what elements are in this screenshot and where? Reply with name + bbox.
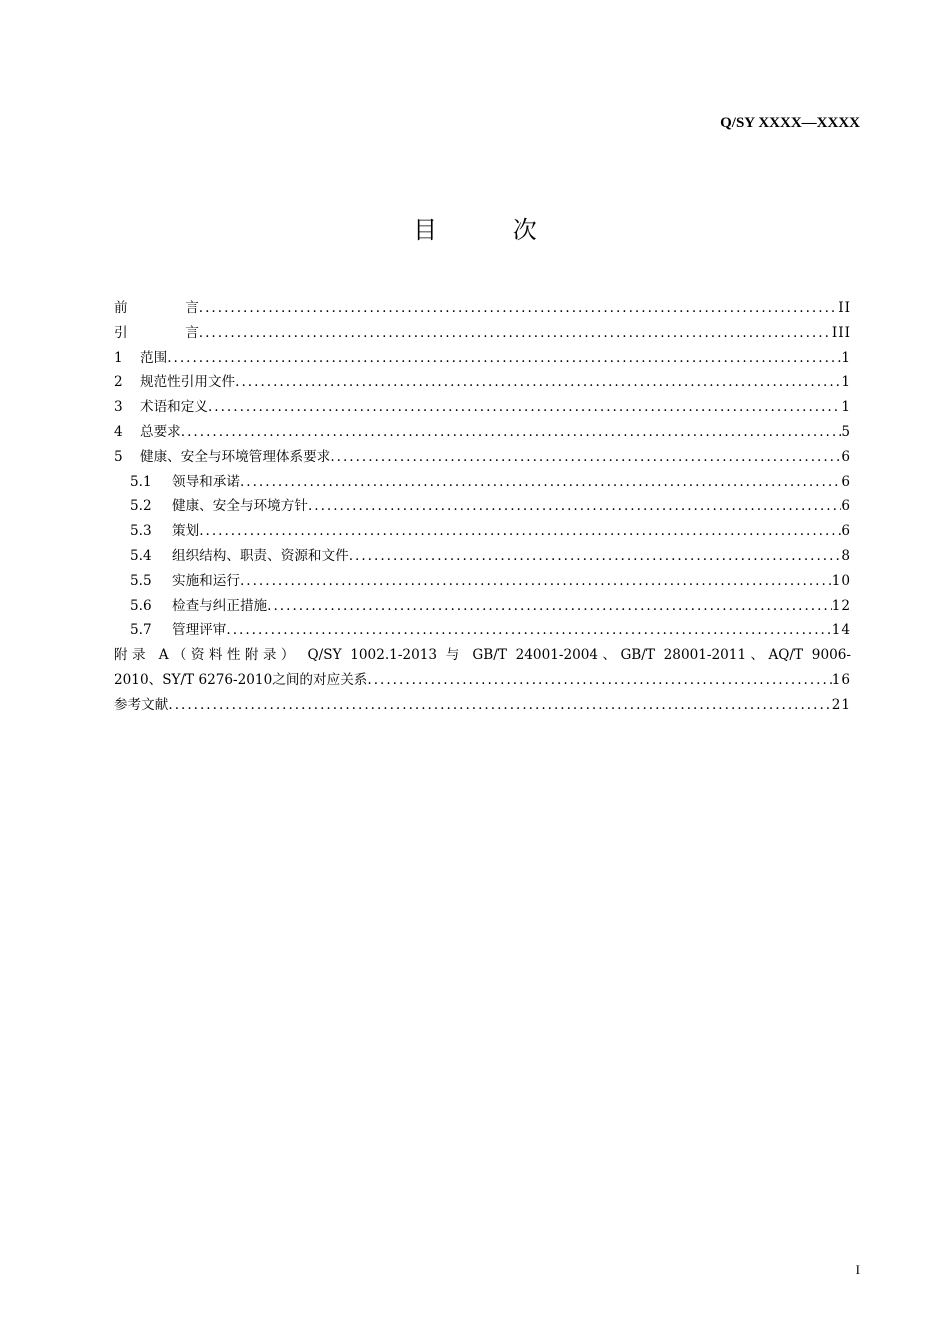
toc-page-number: 14 — [831, 622, 851, 639]
toc-page-number: III — [831, 324, 851, 341]
toc-section-number: 5.7 — [130, 622, 152, 639]
toc-page-number: 1 — [841, 374, 851, 391]
toc-page-number: 6 — [841, 473, 851, 490]
toc-leader — [240, 470, 841, 495]
toc-page-number: 16 — [831, 671, 851, 688]
toc-section-number: 4 — [114, 423, 123, 440]
toc-page-number: 1 — [841, 349, 851, 366]
toc-leader — [167, 346, 841, 371]
toc-page-number: 1 — [841, 399, 851, 416]
toc-entry-label: 检查与纠正措施 — [172, 597, 268, 614]
toc-section-number: 5.5 — [130, 572, 152, 589]
toc-entry-hse-system-requirements[interactable] — [114, 445, 851, 470]
toc-entry-label: 实施和运行 — [172, 572, 240, 589]
toc-page-number: 8 — [841, 547, 851, 564]
toc-page-number: 6 — [841, 523, 851, 540]
table-of-contents — [114, 296, 851, 718]
toc-section-number: 1 — [114, 349, 123, 366]
toc-entry-bibliography[interactable] — [114, 693, 851, 718]
toc-entry-general-requirements[interactable] — [114, 420, 851, 445]
toc-entry-label: 术语和定义 — [140, 399, 208, 416]
toc-page-number: 5 — [841, 423, 851, 440]
toc-entry-5-4[interactable] — [114, 544, 851, 569]
toc-page-number: 21 — [831, 696, 851, 713]
toc-section-number: 5.1 — [130, 473, 152, 490]
toc-leader — [208, 395, 841, 420]
toc-entry-label: 健康、安全与环境方针 — [172, 498, 308, 515]
toc-entry-label: 领导和承诺 — [172, 473, 240, 490]
toc-leader — [199, 296, 838, 321]
page-number: I — [855, 1262, 860, 1277]
toc-section-number: 2 — [114, 374, 123, 391]
toc-entry-5-6[interactable] — [114, 594, 851, 619]
toc-leader — [308, 494, 841, 519]
toc-entry-foreword[interactable] — [114, 296, 851, 321]
toc-section-number: 5 — [114, 448, 123, 465]
toc-entry-label: 管理评审 — [172, 622, 227, 639]
toc-leader — [181, 420, 842, 445]
toc-entry-label: 策划 — [172, 523, 200, 540]
toc-section-number: 5.2 — [130, 498, 152, 515]
toc-page-number: II — [838, 300, 851, 316]
toc-leader — [168, 693, 831, 718]
toc-entry-label: 引 言 — [114, 324, 199, 341]
toc-entry-scope[interactable] — [114, 346, 851, 371]
toc-entry-5-5[interactable] — [114, 569, 851, 594]
toc-section-number: 3 — [114, 399, 123, 416]
toc-entry-5-3[interactable] — [114, 519, 851, 544]
toc-entry-label: 前 言 — [114, 300, 199, 316]
toc-leader — [199, 321, 832, 346]
toc-leader — [367, 668, 831, 693]
toc-section-number: 5.3 — [130, 523, 152, 540]
toc-entry-5-2[interactable] — [114, 494, 851, 519]
toc-entry-label: 总要求 — [140, 423, 181, 440]
toc-entry-label: 健康、安全与环境管理体系要求 — [140, 448, 331, 465]
toc-entry-5-1[interactable] — [114, 470, 851, 495]
toc-leader — [240, 569, 832, 594]
document-code: Q/SY XXXX—XXXX — [720, 115, 860, 131]
toc-entry-label: 规范性引用文件 — [140, 374, 236, 391]
toc-entry-normative-references[interactable] — [114, 370, 851, 395]
toc-leader — [267, 594, 832, 619]
toc-entry-appendix-a-line1[interactable]: 附录 A（资料性附录） Q/SY 1002.1-2013 与 GB/T 24001-2004、GB/T 28001-2011、AQ/T 9006- — [114, 647, 851, 664]
toc-entry-label: 范围 — [140, 349, 168, 366]
toc-page-number: 12 — [831, 597, 851, 614]
toc-leader — [199, 519, 841, 544]
toc-section-number: 5.4 — [130, 547, 152, 564]
toc-entry-introduction[interactable] — [114, 321, 851, 346]
toc-leader — [349, 544, 842, 569]
toc-leader — [235, 370, 841, 395]
toc-page-number: 6 — [841, 448, 851, 465]
toc-page-number: 6 — [841, 498, 851, 515]
toc-section-number: 5.6 — [130, 597, 152, 614]
toc-page-number: 10 — [831, 572, 851, 589]
toc-entry-label: 2010、SY/T 6276-2010之间的对应关系 — [114, 671, 368, 688]
toc-entry-5-7[interactable] — [114, 618, 851, 643]
toc-leader — [330, 445, 841, 470]
toc-entry-terms-definitions[interactable] — [114, 395, 851, 420]
toc-leader — [226, 618, 831, 643]
toc-entry-label: 参考文献 — [114, 696, 169, 713]
toc-entry-label: 组织结构、职责、资源和文件 — [172, 547, 349, 564]
toc-entry-appendix-a-line2[interactable] — [114, 668, 851, 693]
page-title: 目 次 — [413, 216, 571, 244]
